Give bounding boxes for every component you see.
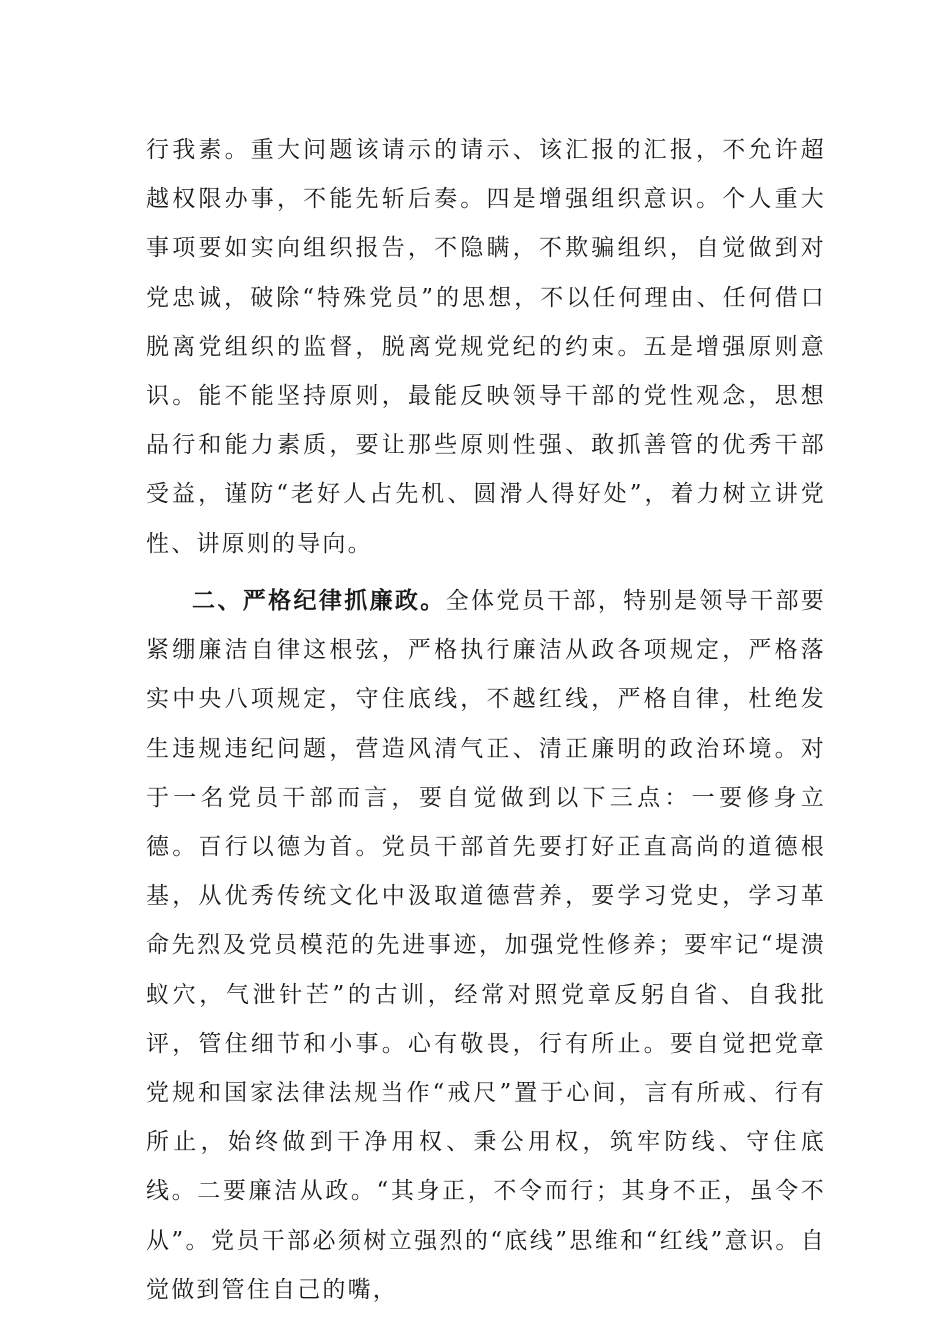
paragraph-text: 行我素。重大问题该请示的请示、该汇报的汇报，不允许超越权限办事，不能先斩后奏。四是增强组织意识。个人重大事项要如实向组织报告，不隐瞒，不欺骗组织，自觉做到对党忠诚，破除“特殊党员”的思想，不以任何理由、任何借口脱离党组织的监督，脱离党规党纪的约束。五是增强原则意识。能不能坚持原则，最能反映领导干部的党性观念，思想品行和能力素质，要让那些原则性强、敢抓善管的优秀干部受益，谨防“老好人占先机、圆滑人得好处”，着力树立讲党性、讲原则的导向。	[146, 137, 826, 557]
paragraph-text: 全体党员干部，特别是领导干部要紧绷廉洁自律这根弦，严格执行廉洁从政各项规定，严格落实中央八项规定，守住底线，不越红线，严格自律，杜绝发生违规违纪问题，营造风清气正、清正廉明的政治环境。对于一名党员干部而言，要自觉做到以下三点：一要修身立德。百行以德为首。党员干部首先要打好正直高尚的道德根基，从优秀传统文化中汲取道德营养，要学习党史，学习革命先烈及党员模范的先进事迹，加强党性修养；要牢记“堤溃蚁穴，气泄针芒”的古训，经常对照党章反躬自省、自我批评，管住细节和小事。心有敬畏，行有所止。要自觉把党章党规和国家法律法规当作“戒尺”置于心间，言有所戒、行有所止，始终做到干净用权、秉公用权，筑牢防线、守住底线。二要廉洁从政。“其身正，不令而行；其身不正，虽令不从”。党员干部必须树立强烈的“底线”思维和“红线”意识。自觉做到管住自己的嘴，	[146, 588, 827, 1303]
paragraph-section-two	[146, 576, 826, 1315]
paragraph-continuation	[146, 126, 826, 569]
section-heading: 二、严格纪律抓廉政。	[192, 587, 446, 614]
